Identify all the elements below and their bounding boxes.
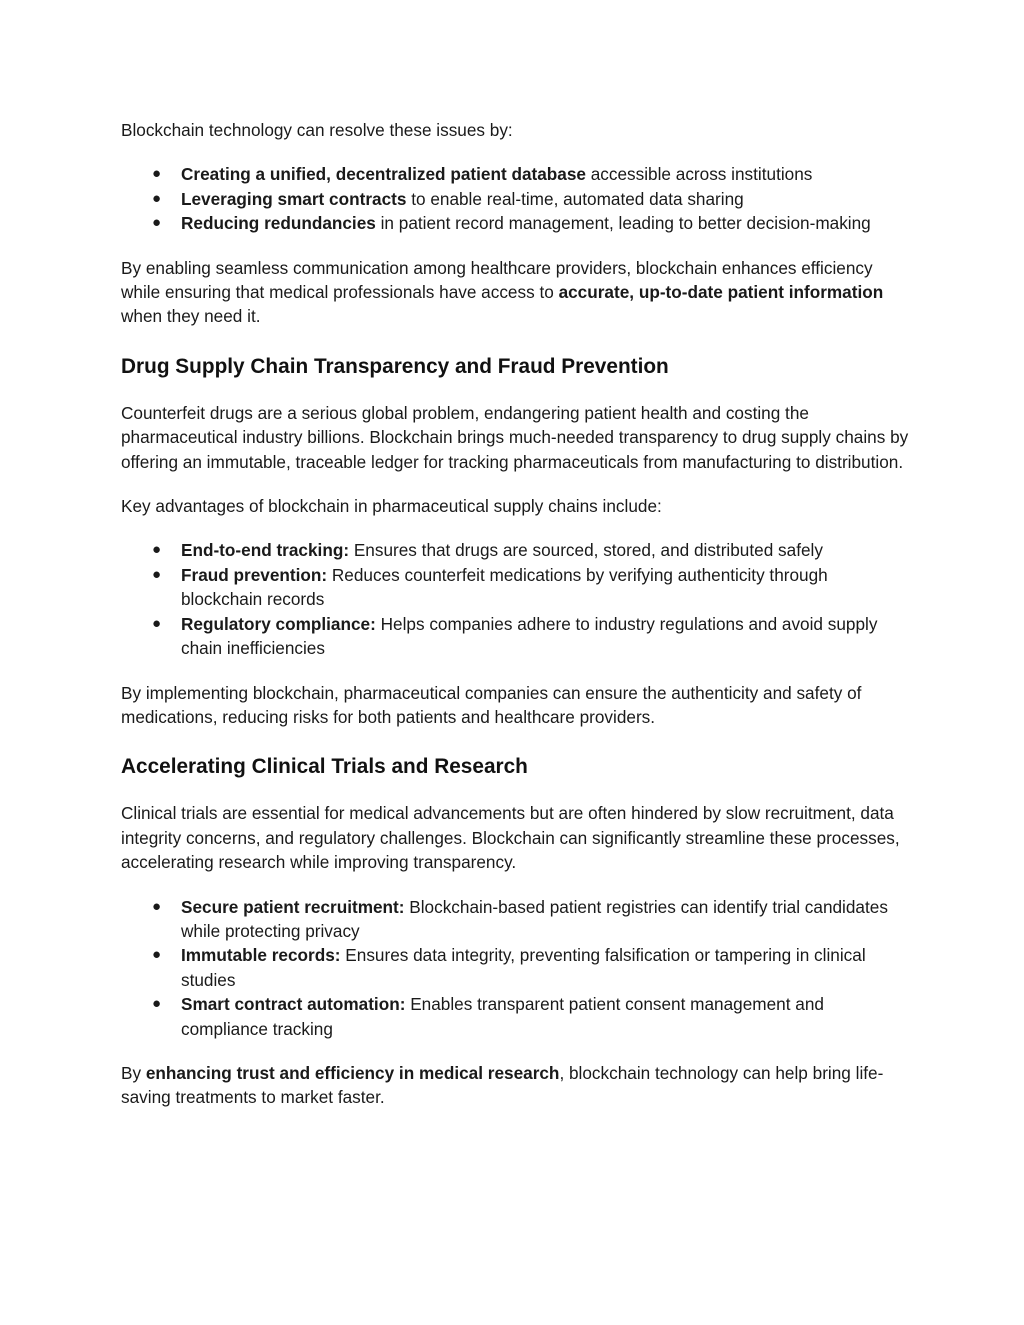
list-item-bold: Leveraging smart contracts bbox=[181, 188, 407, 209]
conclusion-text-pre: By enabling seamless communication among healthcare providers, blockchain enhances efficiency while ensuring that medical professionals have access to bbox=[121, 257, 873, 303]
bullet-icon: ● bbox=[152, 995, 162, 1013]
bullet-icon: ● bbox=[152, 565, 162, 583]
list-item bbox=[121, 943, 911, 992]
drug-section-conclusion: By implementing blockchain, pharmaceutical companies can ensure the authenticity and safety of medications, reducing risks for both patients and healthcare providers. bbox=[121, 682, 862, 727]
list-item-text: Helps companies adhere to industry regulations and avoid supply chain inefficiencies bbox=[181, 613, 878, 659]
clinical-section-conclusion bbox=[121, 1061, 911, 1110]
list-item-text: Enables transparent patient consent management and compliance tracking bbox=[181, 994, 824, 1039]
bullet-icon: ● bbox=[152, 614, 162, 632]
list-item-bold: Creating a unified, decentralized patient database bbox=[181, 164, 586, 185]
list-item bbox=[121, 612, 911, 661]
list-item-bold: Immutable records: bbox=[181, 945, 341, 966]
list-item-text: in patient record management, leading to better decision-making bbox=[375, 213, 871, 234]
list-item bbox=[121, 992, 911, 1041]
list-item bbox=[121, 895, 911, 944]
clinical-section-heading: Accelerating Clinical Trials and Research bbox=[121, 755, 528, 779]
conclusion-text-post: , blockchain technology can help bring life-saving treatments to market faster. bbox=[121, 1062, 884, 1108]
list-item bbox=[121, 162, 911, 186]
list-item-bold: Reducing redundancies bbox=[181, 213, 376, 234]
clinical-section-paragraph: Clinical trials are essential for medical advancements but are often hindered by slow recruitment, data integrity concerns, and regulatory challenges. Blockchain can significantly streamline these processes, accelerating research while improving transparency. bbox=[121, 803, 900, 873]
list-item-bold: Regulatory compliance: bbox=[181, 613, 376, 634]
list-item bbox=[121, 538, 911, 562]
list-item bbox=[121, 211, 911, 235]
drug-section-paragraph: Counterfeit drugs are a serious global problem, endangering patient health and costing the pharmaceutical industry billions. Blockchain brings much-needed transparency to drug supply chains by offering an immutable, traceable ledger for tracking pharmaceuticals from manufacturing to distribution. bbox=[121, 402, 909, 472]
bullet-icon: ● bbox=[152, 946, 162, 964]
list-item-bold: Secure patient recruitment: bbox=[181, 896, 405, 917]
list-item-text: Ensures data integrity, preventing falsification or tampering in clinical studies bbox=[181, 945, 866, 990]
list-item-text: Reduces counterfeit medications by verifying authenticity through blockchain records bbox=[181, 564, 828, 610]
intro-bullet-list bbox=[121, 162, 911, 235]
intro-conclusion-paragraph bbox=[121, 256, 911, 329]
bullet-icon: ● bbox=[152, 897, 162, 915]
drug-section-heading: Drug Supply Chain Transparency and Fraud Prevention bbox=[121, 354, 669, 378]
bullet-icon: ● bbox=[152, 541, 162, 559]
conclusion-text-pre: By bbox=[121, 1062, 146, 1083]
list-item-bold: End-to-end tracking: bbox=[181, 540, 350, 561]
drug-section-lead: Key advantages of blockchain in pharmaceutical supply chains include: bbox=[121, 496, 662, 517]
list-item bbox=[121, 563, 911, 612]
bullet-icon: ● bbox=[152, 214, 162, 232]
list-item-bold: Smart contract automation: bbox=[181, 994, 406, 1015]
list-item bbox=[121, 187, 911, 211]
conclusion-text-bold: accurate, up-to-date patient information bbox=[558, 282, 884, 303]
drug-bullet-list bbox=[121, 538, 911, 660]
list-item-text: to enable real-time, automated data sharing bbox=[406, 188, 744, 209]
conclusion-text-post: when they need it. bbox=[121, 306, 261, 327]
clinical-bullet-list bbox=[121, 895, 911, 1041]
bullet-icon: ● bbox=[152, 189, 162, 207]
conclusion-text-bold: enhancing trust and efficiency in medical research bbox=[145, 1062, 560, 1083]
list-item-text: accessible across institutions bbox=[585, 164, 813, 185]
list-item-text: Ensures that drugs are sourced, stored, and distributed safely bbox=[349, 540, 823, 561]
list-item-bold: Fraud prevention: bbox=[181, 564, 328, 585]
bullet-icon: ● bbox=[152, 165, 162, 183]
document-page bbox=[121, 118, 911, 1110]
list-item-text: Blockchain-based patient registries can identify trial candidates while protecting privacy bbox=[181, 896, 888, 941]
intro-paragraph: Blockchain technology can resolve these issues by: bbox=[121, 120, 513, 140]
